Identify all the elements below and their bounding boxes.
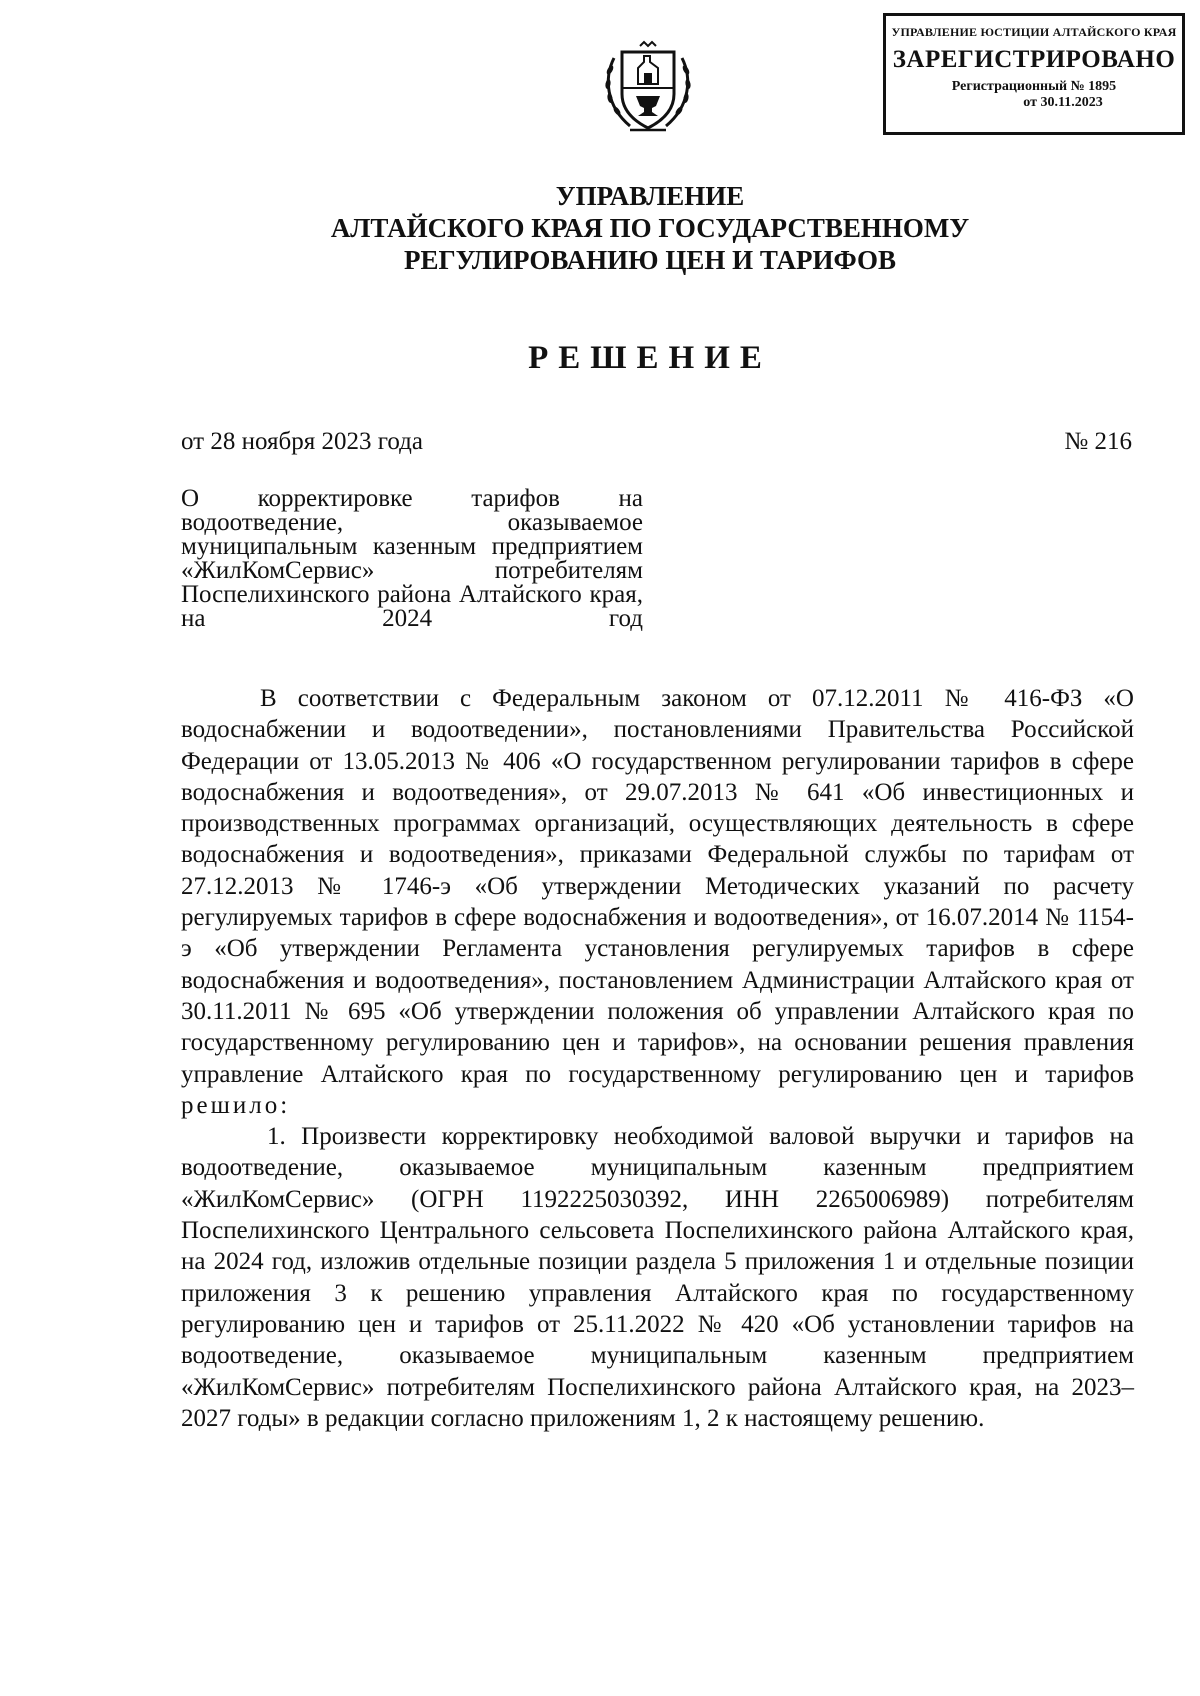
document-body xyxy=(181,683,1134,1434)
item-1-paragraph: 1. Произвести корректировку необходимой валовой выручки и тарифов на водоотведение, оказываемое муниципальным казенным предприятием «ЖилКомСервис» (ОГРН 1192225030392, ИНН 2265006989) потребителям Поспелихинского Центрального сельсовета Поспелихинского района Алтайского края, на 2024 год, изложив отдельные позиции раздела 5 приложения 1 и отдельные позиции приложения 3 к решению управления Алтайского края по государственному регулированию цен и тарифов от 25.11.2022 № 420 «Об установлении тарифов на водоотведение, оказываемое муниципальным казенным предприятием «ЖилКомСервис» потребителям Поспелихинского района Алтайского края, на 2023–2027 годы» в редакции согласно приложениям 1, 2 к настоящему решению. xyxy=(181,1123,1134,1432)
header-line-3: РЕГУЛИРОВАНИЮ ЦЕН И ТАРИФОВ xyxy=(403,245,897,275)
header-line-2: АЛТАЙСКОГО КРАЯ ПО ГОСУДАРСТВЕННОМУ xyxy=(330,213,970,243)
stamp-reg-number: Регистрационный № 1895 xyxy=(951,79,1117,94)
stamp-organization: УПРАВЛЕНИЕ ЮСТИЦИИ АЛТАЙСКОГО КРАЯ xyxy=(891,25,1177,39)
document-subject: О корректировке тарифов на водоотведение, оказываемое муниципальным казенным предприятием «ЖилКомСервис» потребителям Поспелихинского района Алтайского края, на 2024 год xyxy=(181,485,643,632)
stamp-status: ЗАРЕГИСТРИРОВАНО xyxy=(892,46,1176,73)
stamp-registration xyxy=(886,79,1182,111)
stamp-reg-date: от 30.11.2023 xyxy=(1023,95,1103,110)
registration-stamp xyxy=(883,13,1185,135)
preamble-text: В соответствии с Федеральным законом от 07.12.2011 № 416-ФЗ «О водоснабжении и водоотведении», постановлениями Правительства Российской Федерации от 13.05.2013 № 406 «О государственном регулировании тарифов в сфере водоснабжения и водоотведения», от 29.07.2013 № 641 «Об инвестиционных и производственных программах организаций, осуществляющих деятельность в сфере водоснабжения и водоотведения», приказами Федеральной службы по тарифам от 27.12.2013 № 1746-э «Об утверждении Методических указаний по расчету регулируемых тарифов в сфере водоснабжения и водоотведения», от 16.07.2014 № 1154-э «Об утверждении Регламента установления регулируемых тарифов в сфере водоснабжения и водоотведения», постановлением Администрации Алтайского края от 30.11.2011 № 695 «Об утверждении положения об управлении Алтайского края по государственному регулированию цен и тарифов», на основании решения правления управление Алтайского края по государственному регулированию цен и тарифов xyxy=(181,685,1134,1088)
preamble-paragraph xyxy=(181,683,1134,1121)
document-number: № 216 xyxy=(1064,428,1132,455)
header-line-1: УПРАВЛЕНИЕ xyxy=(555,181,745,211)
resolved-word: решило: xyxy=(181,1091,291,1119)
document-type-title: РЕШЕНИЕ xyxy=(528,340,772,376)
document-date: от 28 ноября 2023 года xyxy=(181,428,423,455)
coat-of-arms-icon xyxy=(600,40,696,136)
organization-header xyxy=(200,180,1100,276)
